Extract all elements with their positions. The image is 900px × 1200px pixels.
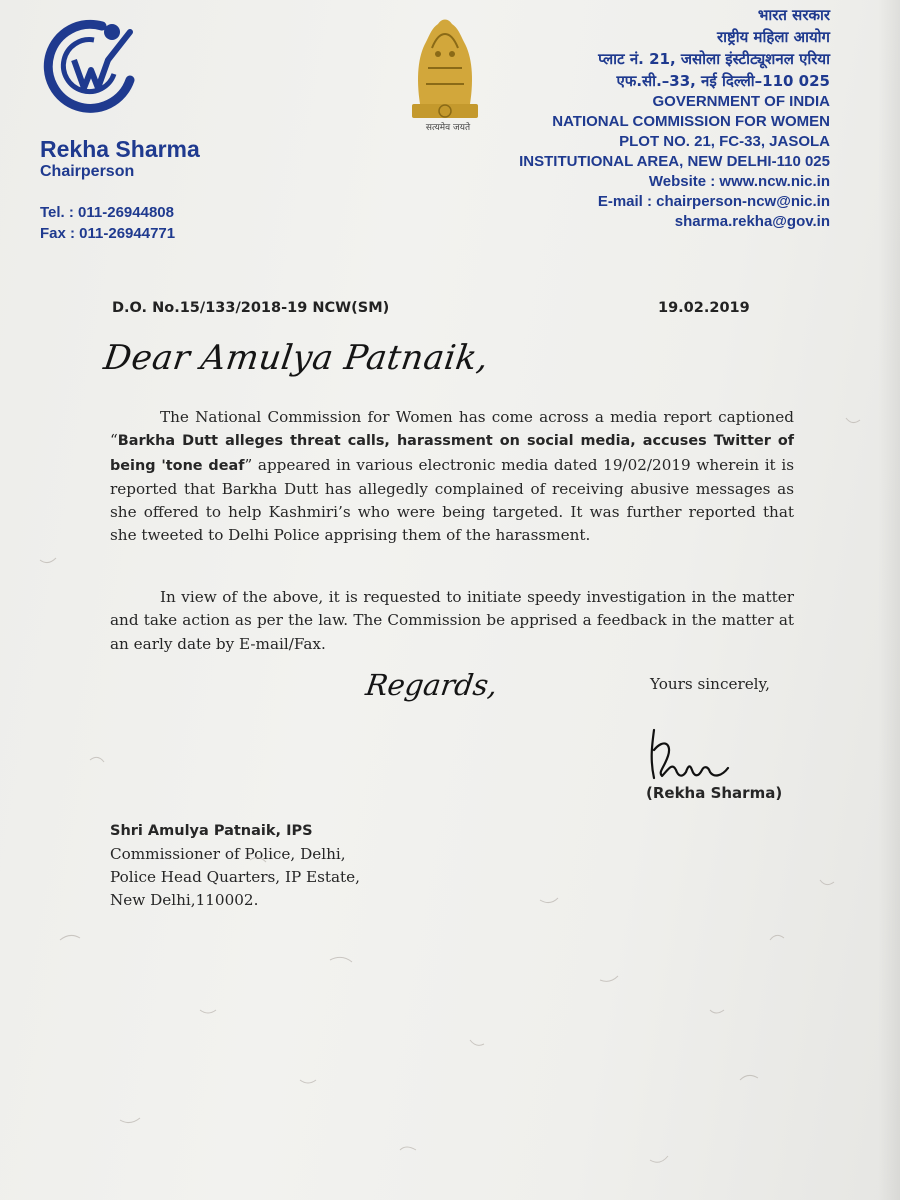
handwritten-regards: Regards, bbox=[363, 668, 500, 702]
letterhead-address bbox=[519, 4, 830, 232]
email: E-mail : chairperson-ncw@nic.in bbox=[597, 193, 830, 210]
english-line: INSTITUTIONAL AREA, NEW DELHI-110 025 bbox=[519, 153, 830, 170]
p2-text: In view of the above, it is requested to initiate speedy investigation in the matter and take action as per the law. The Commission be apprised a feedback in the matter at an early date by E-mail/Fax. bbox=[110, 588, 794, 653]
signature-image bbox=[642, 720, 742, 790]
body-paragraph-2 bbox=[110, 586, 794, 656]
closing: Yours sincerely, bbox=[650, 675, 770, 693]
hindi-line: एफ.सी.–33, नई दिल्ली–110 025 bbox=[616, 72, 830, 90]
chairperson-name: Rekha Sharma bbox=[40, 136, 200, 162]
fax: Fax : 011-26944771 bbox=[40, 225, 176, 242]
chairperson-title: Chairperson bbox=[40, 163, 135, 180]
website: Website : www.ncw.nic.in bbox=[648, 173, 830, 190]
addressee-line: Police Head Quarters, IP Estate, bbox=[110, 868, 360, 886]
english-line: GOVERNMENT OF INDIA bbox=[652, 93, 830, 110]
hindi-line: भारत सरकार bbox=[757, 6, 830, 24]
english-line: PLOT NO. 21, FC-33, JASOLA bbox=[619, 133, 830, 150]
addressee-name: Shri Amulya Patnaik, IPS bbox=[110, 823, 313, 839]
paper-shadow bbox=[878, 0, 900, 1200]
p1-text-end: ” appeared in various electronic media dated 19/02/2019 wherein it is reported that Barkha Dutt has allegedly complained of receiving abusive messages as she offered to help Kashmiri’s who were being targeted. It was further reported that she tweeted to Delhi Police apprising them of the harassment. bbox=[110, 455, 794, 545]
body-paragraph-1 bbox=[110, 406, 794, 548]
reference-number: D.O. No.15/133/2018-19 NCW(SM) bbox=[112, 300, 390, 316]
media-headline: Barkha Dutt alleges threat calls, harassment on social media, accuses Twitter of being 'tone deaf bbox=[110, 433, 794, 474]
english-line: NATIONAL COMMISSION FOR WOMEN bbox=[552, 113, 830, 130]
handwritten-salutation: Dear Amulya Patnaik, bbox=[101, 338, 492, 378]
ncw-logo bbox=[34, 10, 144, 120]
hindi-line: प्लाट नं. 21, जसोला इंस्टीट्यूशनल एरिया bbox=[598, 50, 830, 68]
emblem-motto: सत्यमेव जयते bbox=[425, 123, 471, 133]
letter-date: 19.02.2019 bbox=[658, 300, 750, 316]
addressee-line: New Delhi,110002. bbox=[110, 891, 259, 909]
email-alt: sharma.rekha@gov.in bbox=[674, 213, 830, 230]
hindi-line: राष्ट्रीय महिला आयोग bbox=[716, 28, 830, 46]
p1-text-start: The National Commission for Women has come across a media report captioned “ bbox=[110, 408, 794, 450]
telephone: Tel. : 011-26944808 bbox=[40, 204, 174, 221]
national-emblem bbox=[402, 8, 488, 134]
addressee-block bbox=[110, 820, 360, 912]
addressee-line: Commissioner of Police, Delhi, bbox=[110, 845, 346, 863]
signer-name: (Rekha Sharma) bbox=[646, 784, 783, 802]
